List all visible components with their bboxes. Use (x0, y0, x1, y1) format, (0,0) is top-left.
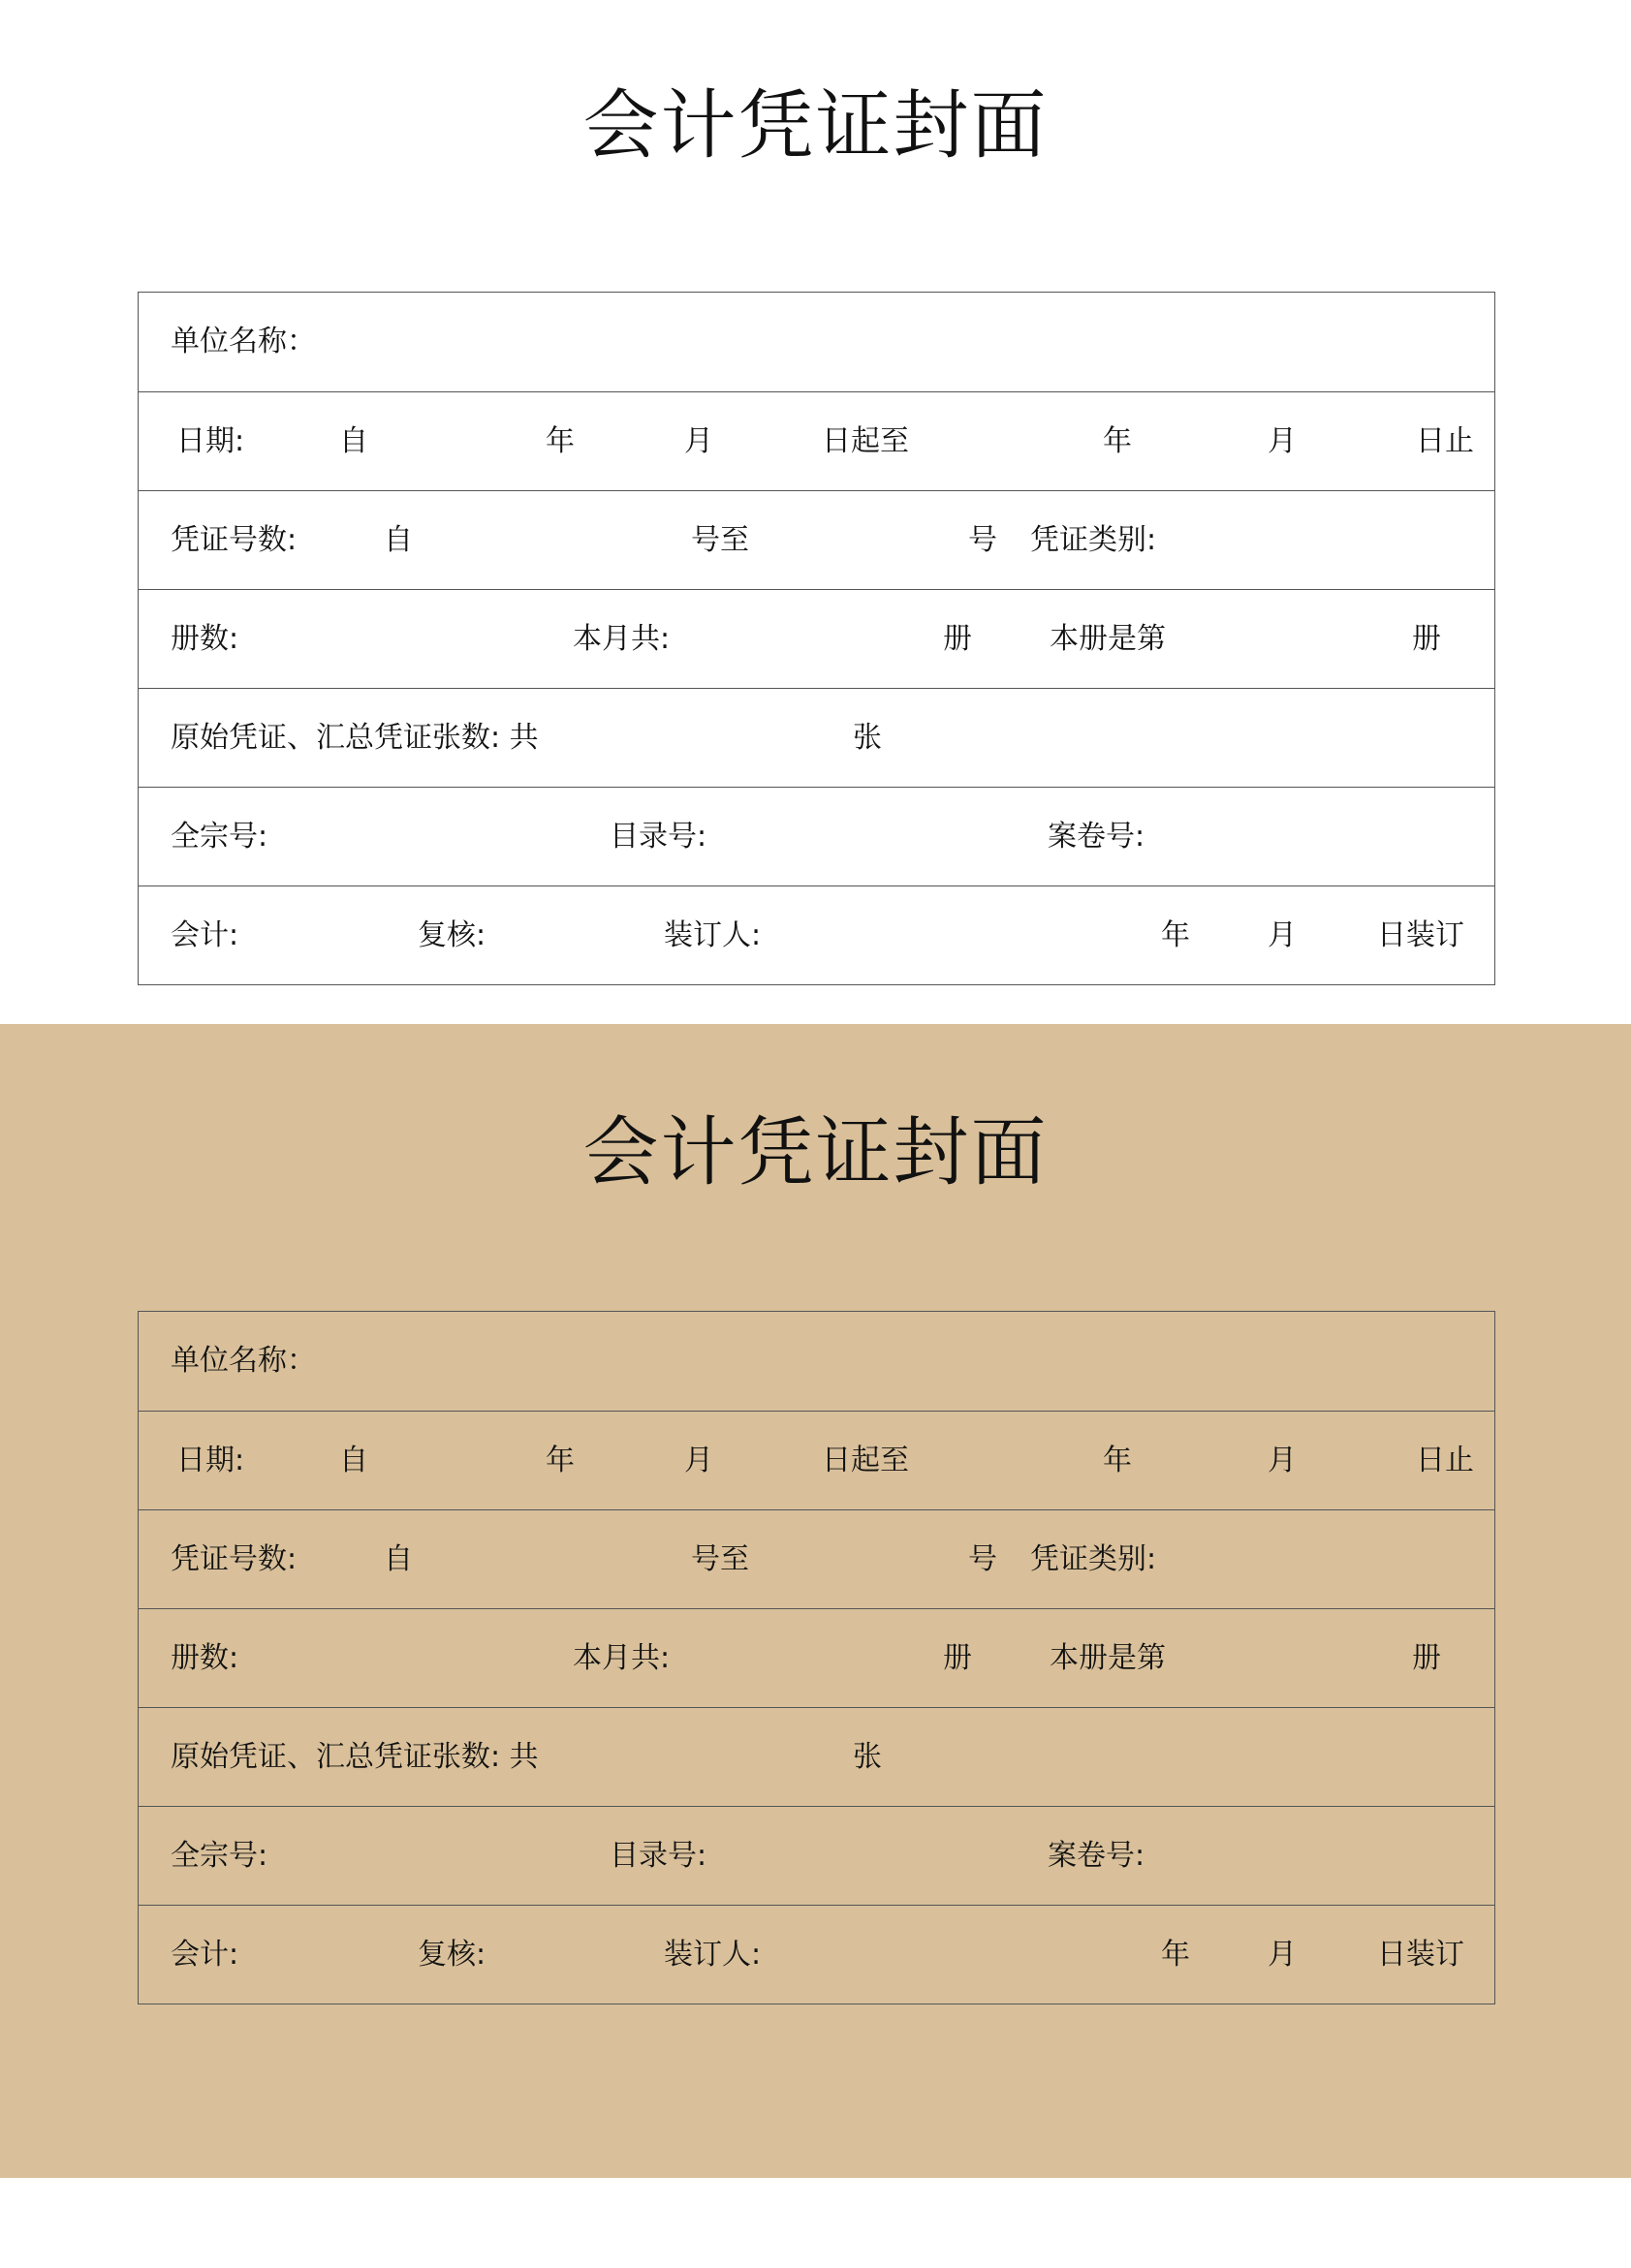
bind-month-label: 月 (1268, 1937, 1297, 1972)
row-original-vouchers (139, 1708, 1495, 1807)
volume-label: 册数: (171, 621, 239, 656)
voucher-type-label: 凭证类别: (1030, 1541, 1157, 1576)
bind-day-label: 日装订 (1377, 1937, 1464, 1972)
row-voucher-count (139, 491, 1495, 590)
voucher-type-label: 凭证类别: (1030, 522, 1157, 557)
volume-unit-end-label: 册 (1412, 1640, 1441, 1675)
voucher-from-label: 自 (384, 522, 413, 557)
date-from-label: 自 (339, 423, 368, 458)
original-voucher-label: 原始凭证、汇总凭证张数: 共 (171, 720, 539, 755)
sheet-unit-label: 张 (853, 720, 882, 755)
row-volume (139, 1609, 1495, 1708)
date-year1-label: 年 (546, 1443, 575, 1477)
row-signatures (139, 886, 1495, 985)
voucher-from-label: 自 (384, 1541, 413, 1576)
row-date (139, 1412, 1495, 1510)
volume-unit-end-label: 册 (1412, 621, 1441, 656)
date-day-end-label: 日止 (1416, 423, 1474, 458)
cover-tan (0, 1024, 1631, 2178)
this-volume-label: 本册是第 (1050, 1640, 1166, 1675)
row-original-vouchers (139, 689, 1495, 788)
catalog-number-label: 目录号: (610, 1838, 707, 1873)
review-label: 复核: (418, 1937, 486, 1972)
row-volume (139, 590, 1495, 689)
row-archive-numbers (139, 1807, 1495, 1906)
voucher-num-to-label: 号至 (691, 522, 749, 557)
cover-white (0, 0, 1631, 1024)
page-title-tan: 会计凭证封面 (582, 1109, 1049, 1196)
this-volume-label: 本册是第 (1050, 621, 1166, 656)
row-unit-name (139, 293, 1495, 392)
original-voucher-label: 原始凭证、汇总凭证张数: 共 (171, 1739, 539, 1774)
date-day-end-label: 日止 (1416, 1443, 1474, 1477)
volume-unit-label: 册 (943, 1640, 972, 1675)
month-total-label: 本月共: (573, 1640, 671, 1675)
fonds-number-label: 全宗号: (171, 1838, 268, 1873)
unit-name-label: 单位名称： (171, 325, 316, 358)
bind-day-label: 日装订 (1377, 917, 1464, 952)
cover-form-table-tan (138, 1311, 1495, 2004)
voucher-count-label: 凭证号数: (171, 522, 298, 557)
review-label: 复核: (418, 917, 486, 952)
date-month1-label: 月 (684, 1443, 713, 1477)
date-year1-label: 年 (546, 423, 575, 458)
catalog-number-label: 目录号: (610, 819, 707, 854)
date-month1-label: 月 (684, 423, 713, 458)
row-unit-name (139, 1312, 1495, 1412)
cover-form-table (138, 292, 1495, 985)
sheet-unit-label: 张 (853, 1739, 882, 1774)
binder-label: 装订人: (664, 1937, 762, 1972)
date-month2-label: 月 (1268, 423, 1297, 458)
voucher-count-label: 凭证号数: (171, 1541, 298, 1576)
date-year2-label: 年 (1103, 423, 1132, 458)
file-number-label: 案卷号: (1048, 1838, 1145, 1873)
accountant-label: 会计: (171, 1937, 239, 1972)
file-number-label: 案卷号: (1048, 819, 1145, 854)
volume-unit-label: 册 (943, 621, 972, 656)
date-from-label: 自 (339, 1443, 368, 1477)
unit-name-label: 单位名称： (171, 1344, 316, 1378)
page-title: 会计凭证封面 (582, 82, 1049, 170)
bind-year-label: 年 (1161, 1937, 1190, 1972)
volume-label: 册数: (171, 1640, 239, 1675)
bind-year-label: 年 (1161, 917, 1190, 952)
date-label: 日期: (176, 1443, 245, 1477)
date-month2-label: 月 (1268, 1443, 1297, 1477)
voucher-num-end-label: 号 (968, 1541, 997, 1576)
date-year2-label: 年 (1103, 1443, 1132, 1477)
date-day-to-label: 日起至 (822, 423, 909, 458)
row-voucher-count (139, 1510, 1495, 1609)
month-total-label: 本月共: (573, 621, 671, 656)
binder-label: 装订人: (664, 917, 762, 952)
voucher-num-end-label: 号 (968, 522, 997, 557)
voucher-num-to-label: 号至 (691, 1541, 749, 1576)
row-archive-numbers (139, 788, 1495, 886)
row-signatures (139, 1906, 1495, 2004)
date-label: 日期: (176, 423, 245, 458)
accountant-label: 会计: (171, 917, 239, 952)
date-day-to-label: 日起至 (822, 1443, 909, 1477)
bottom-margin (0, 2178, 1631, 2268)
fonds-number-label: 全宗号: (171, 819, 268, 854)
bind-month-label: 月 (1268, 917, 1297, 952)
row-date (139, 392, 1495, 491)
